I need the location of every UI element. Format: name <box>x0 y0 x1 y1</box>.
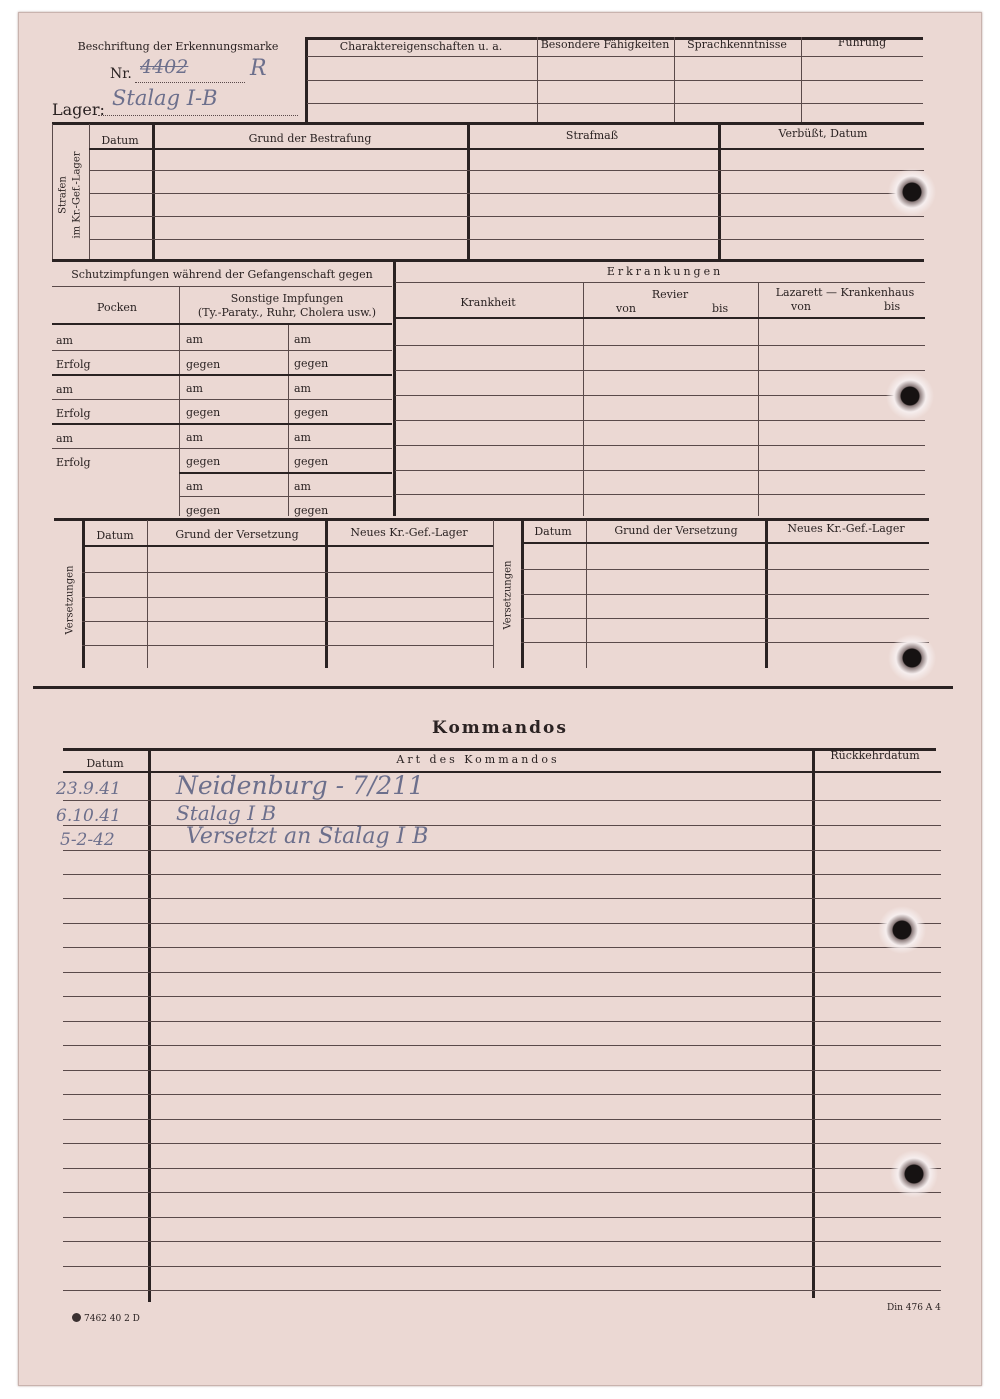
strafen-col-datum: Datum <box>101 134 139 147</box>
sonst-am-4b: am <box>294 480 311 493</box>
vers-l-side-label: Versetzungen <box>64 565 76 635</box>
nr-value: 4402 <box>140 56 189 78</box>
lager-label: Lager: <box>52 100 105 119</box>
pocken-erfolg-3: Erfolg <box>56 456 91 469</box>
kommandos-col-art: Art des Kommandos <box>396 753 560 766</box>
erkrankungen-title: Erkrankungen <box>606 265 724 278</box>
sonst-am-4a: am <box>186 480 203 493</box>
kommando-1-art: Neidenburg - 7/211 <box>176 771 425 800</box>
sonst-gegen-3a: gegen <box>186 455 221 468</box>
kommando-2-art: Stalag I B <box>176 801 277 825</box>
pocken-erfolg-1: Erfolg <box>56 358 91 371</box>
vers-l-grund: Grund der Versetzung <box>175 528 299 541</box>
sonst-gegen-4a: gegen <box>186 504 221 517</box>
sonst-am-2a: am <box>186 382 203 395</box>
punch-hole-icon <box>888 168 936 216</box>
col-faehigkeiten: Besondere Fähigkeiten <box>540 38 670 51</box>
vers-l-datum: Datum <box>96 529 134 542</box>
erkrankungen-lazarett: Lazarett — Krankenhaus <box>775 286 915 299</box>
versetzungen-top-rule <box>54 518 929 521</box>
sonst-gegen-2a: gegen <box>186 406 221 419</box>
erkrankungen-krankheit: Krankheit <box>460 296 516 309</box>
sonst-am-1b: am <box>294 333 311 346</box>
impfungen-title: Schutzimpfungen während der Gefangenschaft gegen <box>71 268 373 281</box>
footer-right-code: Din 476 A 4 <box>887 1303 941 1313</box>
middle-top-rule <box>52 259 924 262</box>
kommandos-title: Kommandos <box>432 718 568 738</box>
strafen-col-grund: Grund der Bestrafung <box>248 132 372 145</box>
form-sheet <box>18 12 982 1386</box>
sonst-gegen-4b: gegen <box>294 504 329 517</box>
kommando-1-datum: 23.9.41 <box>56 779 121 799</box>
printer-mark-icon <box>72 1313 81 1322</box>
vers-l-neues: Neues Kr.-Gef.-Lager <box>350 526 468 539</box>
vers-r-side-label: Versetzungen <box>502 560 514 630</box>
sonst-gegen-3b: gegen <box>294 455 329 468</box>
lager-dotted-line <box>98 115 298 116</box>
col-charakter: Charaktereigenschaften u. a. <box>339 40 503 53</box>
strafen-col-verbuesst: Verbüßt, Datum <box>778 127 868 140</box>
vers-r-datum: Datum <box>534 525 572 538</box>
nr-suffix: R <box>250 56 267 81</box>
vers-r-grund: Grund der Versetzung <box>614 524 738 537</box>
kommandos-col-datum: Datum <box>86 757 124 770</box>
nr-label: Nr. <box>110 66 132 82</box>
sonst-gegen-2b: gegen <box>294 406 329 419</box>
kommandos-separator <box>33 686 953 689</box>
sonst-gegen-1b: gegen <box>294 357 329 370</box>
col-fuehrung: Führung <box>837 36 887 49</box>
revier-von: von <box>616 302 636 315</box>
kommandos-top-rule <box>63 748 936 751</box>
punch-hole-icon <box>886 372 934 420</box>
sonst-am-1a: am <box>186 333 203 346</box>
vers-r-neues: Neues Kr.-Gef.-Lager <box>787 522 905 535</box>
nr-dotted-line <box>135 82 245 83</box>
kommando-2-datum: 6.10.41 <box>56 806 121 826</box>
pocken-am-1: am <box>56 334 73 347</box>
strafen-top-rule <box>52 122 924 125</box>
strafen-col-strafmass: Strafmaß <box>565 129 619 142</box>
punch-hole-icon <box>878 906 926 954</box>
kommando-3-art: Versetzt an Stalag I B <box>186 824 429 849</box>
lazarett-von: von <box>791 300 811 313</box>
strafen-side-label-1: Strafen <box>57 176 69 214</box>
lazarett-bis: bis <box>884 300 901 313</box>
punch-hole-icon <box>888 634 936 682</box>
pocken-erfolg-2: Erfolg <box>56 407 91 420</box>
lager-value: Stalag I-B <box>112 86 218 110</box>
kommando-3-datum: 5-2-42 <box>60 830 115 850</box>
sonst-gegen-1a: gegen <box>186 358 221 371</box>
punch-hole-icon <box>890 1150 938 1198</box>
sonst-am-3b: am <box>294 431 311 444</box>
kommandos-col-rueck: Rückkehrdatum <box>830 749 920 762</box>
pocken-am-2: am <box>56 383 73 396</box>
col-sprachen: Sprachkenntnisse <box>687 38 787 51</box>
impfungen-pocken: Pocken <box>97 301 137 314</box>
strafen-side-label-2: im Kr.-Gef.-Lager <box>71 151 83 239</box>
tag-label: Beschriftung der Erkennungsmarke <box>77 40 279 53</box>
footer-left-code: 7462 40 2 D <box>72 1313 140 1324</box>
impfungen-sonstige-2: (Ty.-Paraty., Ruhr, Cholera usw.) <box>197 306 377 319</box>
impfungen-sonstige-1: Sonstige Impfungen <box>230 292 344 305</box>
sonst-am-2b: am <box>294 382 311 395</box>
pocken-am-3: am <box>56 432 73 445</box>
sonst-am-3a: am <box>186 431 203 444</box>
revier-bis: bis <box>712 302 729 315</box>
erkrankungen-revier: Revier <box>651 288 689 301</box>
